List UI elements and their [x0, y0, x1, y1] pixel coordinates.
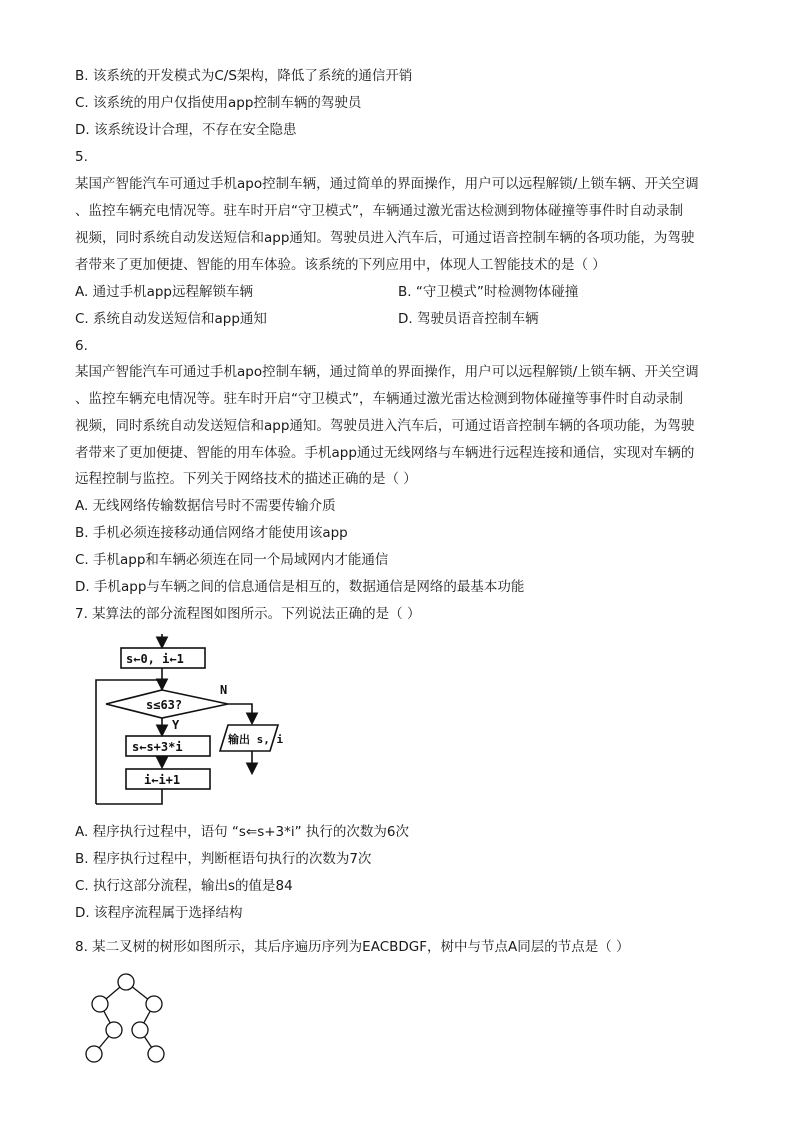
q6-option-b: B. 手机必须连接移动通信网络才能使用该app: [75, 525, 348, 541]
q6-stem-line-5: 远程控制与监控。下列关于网络技术的描述正确的是（ ）: [75, 471, 417, 487]
q6-stem-line-2: 、监控车辆充电情况等。驻车时开启“守卫模式”，车辆通过激光雷达检测到物体碰撞等事件时自动录制: [75, 391, 683, 407]
q7-flowchart: [90, 632, 300, 810]
q7-option-d: D. 该程序流程属于选择结构: [75, 905, 243, 921]
q6-option-d: D. 手机app与车辆之间的信息通信是相互的，数据通信是网络的最基本功能: [75, 579, 525, 595]
flow-step2-text: i←i+1: [144, 773, 181, 787]
q7-option-a: A. 程序执行过程中，语句 “s⇐s+3*i” 执行的次数为6次: [75, 824, 410, 840]
q5-stem-line-2: 、监控车辆充电情况等。驻车时开启“守卫模式”，车辆通过激光雷达检测到物体碰撞等事件时自动录制: [75, 203, 683, 219]
q6-option-c: C. 手机app和车辆必须连在同一个局域网内才能通信: [75, 552, 389, 568]
q5-number: 5.: [75, 149, 88, 165]
q7-stem: 7. 某算法的部分流程图如图所示。下列说法正确的是（ ）: [75, 606, 421, 622]
tree-node: [146, 996, 162, 1012]
tree-node: [118, 974, 134, 990]
q4-option-b: B. 该系统的开发模式为C/S架构，降低了系统的通信开销: [75, 68, 413, 84]
q7-option-c: C. 执行这部分流程，输出s的值是84: [75, 878, 293, 894]
q6-option-a: A. 无线网络传输数据信号时不需要传输介质: [75, 498, 336, 514]
q5-option-c: C. 系统自动发送短信和app通知: [75, 311, 267, 327]
tree-node: [92, 996, 108, 1012]
tree-node: [86, 1046, 102, 1062]
tree-node: [148, 1046, 164, 1062]
flow-yes-label: Y: [172, 718, 180, 732]
flow-cond-text: s≤63?: [146, 698, 183, 712]
q8-stem: 8. 某二叉树的树形如图所示，其后序遍历序列为EACBDGF，树中与节点A同层的节点是（ ）: [75, 939, 630, 955]
flow-output-text: 输出 s, i: [228, 733, 284, 746]
q5-option-b: B. “守卫模式”时检测物体碰撞: [398, 284, 579, 300]
flow-no-label: N: [220, 683, 228, 697]
q5-option-d: D. 驾驶员语音控制车辆: [398, 311, 539, 327]
flow-init-text: s←0, i←1: [126, 652, 184, 666]
q6-stem-line-4: 者带来了更加便捷、智能的用车体验。手机app通过无线网络与车辆进行远程连接和通信，实现对车辆的: [75, 445, 695, 461]
q8-binary-tree: [80, 970, 180, 1070]
q4-option-d: D. 该系统设计合理，不存在安全隐患: [75, 122, 297, 138]
q5-stem-line-4: 者带来了更加便捷、智能的用车体验。该系统的下列应用中，体现人工智能技术的是（ ）: [75, 257, 606, 273]
q4-option-c: C. 该系统的用户仅指使用app控制车辆的驾驶员: [75, 95, 362, 111]
q5-stem-line-1: 某国产智能汽车可通过手机apo控制车辆，通过简单的界面操作，用户可以远程解锁/上锁车辆、开关空调: [75, 176, 699, 192]
flow-step1-text: s←s+3*i: [132, 740, 183, 754]
tree-node: [132, 1022, 148, 1038]
q6-stem-line-1: 某国产智能汽车可通过手机apo控制车辆，通过简单的界面操作，用户可以远程解锁/上锁车辆、开关空调: [75, 364, 699, 380]
q6-number: 6.: [75, 338, 88, 354]
q7-option-b: B. 程序执行过程中，判断框语句执行的次数为7次: [75, 851, 372, 867]
q5-option-a: A. 通过手机app远程解锁车辆: [75, 284, 253, 300]
q5-stem-line-3: 视频，同时系统自动发送短信和app通知。驾驶员进入汽车后，可通过语音控制车辆的各项功能，为驾驶: [75, 230, 695, 246]
q6-stem-line-3: 视频，同时系统自动发送短信和app通知。驾驶员进入汽车后，可通过语音控制车辆的各项功能，为驾驶: [75, 418, 695, 434]
tree-node: [106, 1022, 122, 1038]
